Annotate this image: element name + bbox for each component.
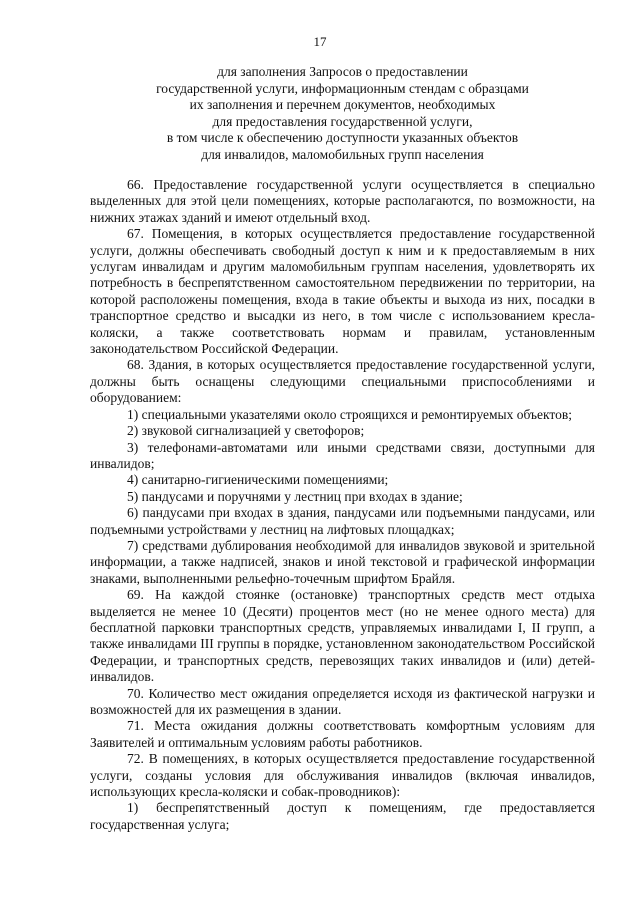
list-item-68-1: 1) специальными указателями около строящихся и ремонтируемых объектов;: [127, 406, 572, 422]
paragraph-69: 69. На каждой стоянке (остановке) транспортных средств мест отдыха выделяется не менее 10 (Десяти) процентов мест (но не менее одного места) для бесплатной парковки транспортных средств, управляемых инвалидами I, II групп, а также инвалидами III группы в порядке, установленном законодательством Российской Федерации, и транспортных средств, перевозящих таких инвалидов и (или) детей-инвалидов.: [90, 587, 595, 685]
page-number: 17: [313, 34, 327, 49]
paragraph-71: 71. Места ожидания должны соответствовать комфортным условиям для Заявителей и оптимальным условиям работы работников.: [90, 718, 595, 750]
heading-line: для инвалидов, маломобильных групп населения: [201, 146, 484, 162]
heading-line: государственной услуги, информационным стендам с образцами: [156, 80, 529, 96]
section-heading: [90, 64, 595, 163]
heading-line: для заполнения Запросов о предоставлении: [217, 64, 468, 79]
list-item-68-2: 2) звуковой сигнализацией у светофоров;: [127, 423, 365, 439]
list-item-68-6: 6) пандусами при входах в здания, пандусами или подъемными пандусами, или подъемными устройствами у лестниц на лифтовых площадках;: [90, 505, 595, 537]
paragraph-70: 70. Количество мест ожидания определяется исходя из фактической нагрузки и возможностей для их размещения в здании.: [90, 685, 595, 717]
paragraph-68: 68. Здания, в которых осуществляется предоставление государственной услуги, должны быть оснащены следующими специальными приспособлениями и оборудованием:: [90, 357, 595, 406]
paragraph-67: 67. Помещения, в которых осуществляется предоставление государственной услуги, должны обеспечивать свободный доступ к ним и к предоставляемым в них услугам инвалидам и другим маломобильным группам населения, удовлетворять их потребность в беспрепятственном самостоятельном передвижении по территории, на которой расположены помещения, входа в такие объекты и выхода из них, посадки в транспортное средство и высадки из него, в том числе с использованием кресла-коляски, а также соответствовать нормам и правилам, установленным законодательством Российской Федерации.: [90, 226, 595, 357]
list-item-68-3: 3) телефонами-автоматами или иными средствами связи, доступными для инвалидов;: [90, 439, 595, 471]
list-item-68-7: 7) средствами дублирования необходимой для инвалидов звуковой и зрительной информации, а также надписей, знаков и иной текстовой и графической информации знаками, выполненными рельефно-точечным шрифтом Брайля.: [90, 537, 595, 586]
list-item-72-1: 1) беспрепятственный доступ к помещениям, где предоставляется государственная услуга;: [90, 800, 595, 832]
heading-line: в том числе к обеспечению доступности указанных объектов: [166, 130, 519, 145]
heading-line: для предоставления государственной услуги,: [212, 113, 473, 129]
paragraph-72: 72. В помещениях, в которых осуществляется предоставление государственной услуги, созданы условия для обслуживания инвалидов (включая инвалидов, использующих кресла-коляски и собак-проводников):: [90, 751, 595, 800]
list-item-68-5: 5) пандусами и поручнями у лестниц при входах в здание;: [127, 488, 463, 504]
heading-line: их заполнения и перечнем документов, необходимых: [189, 97, 496, 112]
list-item-68-4: 4) санитарно-гигиеническими помещениями;: [127, 472, 389, 488]
body-text: [90, 177, 595, 833]
paragraph-66: 66. Предоставление государственной услуги осуществляется в специально выделенных для этой цели помещениях, которые располагаются, по возможности, на нижних этажах зданий и имеют отдельный вход.: [90, 177, 595, 225]
